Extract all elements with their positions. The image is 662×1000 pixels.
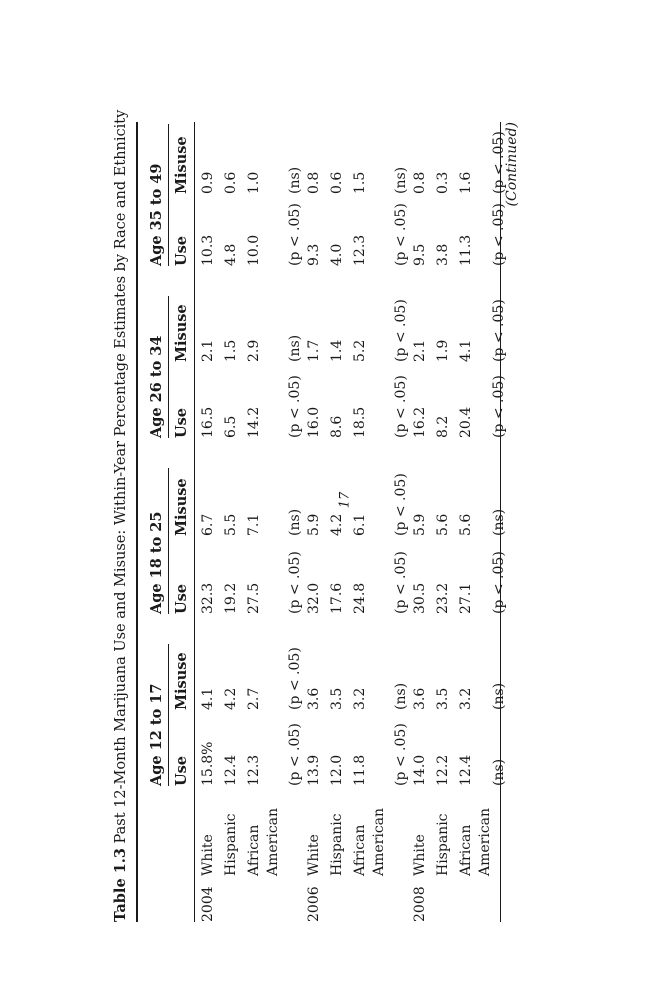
table-cell: (p < .05) (393, 723, 409, 786)
table-cell: 16.2 (412, 406, 428, 438)
table-cell: 1.0 (246, 171, 262, 194)
table-cell: 32.3 (200, 582, 216, 614)
table-cell: 1.9 (435, 339, 451, 362)
misuse-column-header: Misuse (173, 304, 190, 362)
table-cell: (p < .05) (491, 299, 507, 362)
table-cell: (ns) (393, 166, 409, 194)
age-group-underline (168, 124, 169, 266)
table-cell: (p < .05) (393, 203, 409, 266)
table-cell: 12.2 (435, 754, 451, 786)
table-cell: (ns) (491, 758, 507, 786)
table-cell: 8.2 (435, 415, 451, 438)
table-cell: (p < .05) (287, 723, 303, 786)
table-cell: 0.9 (200, 171, 216, 194)
table-cell: (ns) (491, 682, 507, 710)
race-label: White (412, 834, 428, 876)
table-cell: (ns) (287, 166, 303, 194)
table-cell: 11.8 (352, 754, 368, 786)
table-cell: 5.6 (458, 513, 474, 536)
table-cell: 3.6 (412, 687, 428, 710)
table-cell: (p < .05) (393, 375, 409, 438)
table-cell: 10.0 (246, 234, 262, 266)
table-cell: (ns) (287, 334, 303, 362)
table-cell: 4.8 (223, 243, 239, 266)
table-cell: 7.1 (246, 513, 262, 536)
table-cell: 1.7 (306, 339, 322, 362)
table-cell: (p < .05) (491, 203, 507, 266)
table-cell: 23.2 (435, 582, 451, 614)
table-cell: (ns) (393, 682, 409, 710)
table-cell: 3.5 (329, 687, 345, 710)
table-cell: 0.6 (223, 171, 239, 194)
table-cell: 1.4 (329, 339, 345, 362)
table-cell: (p < .05) (393, 551, 409, 614)
misuse-column-header: Misuse (173, 478, 190, 536)
table-cell: 16.0 (306, 406, 322, 438)
table-cell: 3.2 (458, 687, 474, 710)
table-cell: 5.5 (223, 513, 239, 536)
race-label: Hispanic (435, 813, 451, 876)
race-label: Hispanic (223, 813, 239, 876)
table-cell: 4.2 (223, 687, 239, 710)
table-cell: 12.4 (223, 754, 239, 786)
table-cell: 19.2 (223, 582, 239, 614)
table-cell: 6.1 (352, 513, 368, 536)
use-column-header: Use (173, 755, 190, 786)
table-cell: 16.5 (200, 406, 216, 438)
table-cell: 27.5 (246, 582, 262, 614)
table-cell: 3.6 (306, 687, 322, 710)
table-cell: 32.0 (306, 582, 322, 614)
table-cell: 12.3 (352, 234, 368, 266)
top-rule (136, 122, 138, 922)
year-label: 2006 (306, 886, 322, 922)
table-cell: 5.9 (412, 513, 428, 536)
age-group-header: Age 18 to 25 (148, 511, 165, 614)
table-cell: (p < .05) (287, 375, 303, 438)
age-group-underline (168, 296, 169, 438)
page-number: 17 (337, 491, 353, 509)
table-cell: 18.5 (352, 406, 368, 438)
table-cell: 0.6 (329, 171, 345, 194)
misuse-column-header: Misuse (173, 652, 190, 710)
table-cell: 12.0 (329, 754, 345, 786)
table-cell: 1.6 (458, 171, 474, 194)
table-cell: 4.0 (329, 243, 345, 266)
age-group-header: Age 35 to 49 (148, 163, 165, 266)
table-label: Table 1.3 (112, 848, 129, 922)
table-cell: 2.1 (412, 339, 428, 362)
table-cell: 27.1 (458, 582, 474, 614)
table-cell: (p < .05) (287, 647, 303, 710)
use-column-header: Use (173, 235, 190, 266)
table-cell: 6.5 (223, 415, 239, 438)
table-cell: 5.6 (435, 513, 451, 536)
table-cell: 14.2 (246, 406, 262, 438)
table-cell: 0.8 (412, 171, 428, 194)
table-cell: 5.2 (352, 339, 368, 362)
header-rule (194, 122, 195, 922)
table-cell: 15.8% (200, 741, 216, 786)
table-cell: 0.8 (306, 171, 322, 194)
table-cell: 11.3 (458, 234, 474, 266)
table-cell: (p < .05) (393, 473, 409, 536)
table-cell: 24.8 (352, 582, 368, 614)
race-label-continued: American (477, 807, 493, 876)
age-group-header: Age 12 to 17 (148, 683, 165, 786)
table-cell: (ns) (287, 508, 303, 536)
race-label: African (246, 824, 262, 876)
table-cell: (p < .05) (491, 131, 507, 194)
table-cell: (ns) (491, 508, 507, 536)
table-cell: 1.5 (352, 171, 368, 194)
table-cell: 0.3 (435, 171, 451, 194)
table-cell: (p < .05) (393, 299, 409, 362)
table-cell: 13.9 (306, 754, 322, 786)
table-cell: (p < .05) (491, 375, 507, 438)
race-label-continued: American (265, 807, 281, 876)
table-frame (100, 82, 520, 922)
table-cell: (p < .05) (491, 551, 507, 614)
rotated-page (100, 82, 520, 922)
age-group-underline (168, 468, 169, 614)
table-cell: 20.4 (458, 406, 474, 438)
table-cell: 9.5 (412, 243, 428, 266)
table-cell: 2.9 (246, 339, 262, 362)
table-cell: 2.7 (246, 687, 262, 710)
table-cell: 6.7 (200, 513, 216, 536)
table-cell: 9.3 (306, 243, 322, 266)
table-cell: (p < .05) (287, 203, 303, 266)
misuse-column-header: Misuse (173, 136, 190, 194)
table-cell: 4.1 (458, 339, 474, 362)
table-cell: 3.2 (352, 687, 368, 710)
table-cell: 8.6 (329, 415, 345, 438)
race-label: Hispanic (329, 813, 345, 876)
table-cell: 3.8 (435, 243, 451, 266)
table-cell: 4.2 (329, 513, 345, 536)
table-cell: 30.5 (412, 582, 428, 614)
continued-note: (Continued) (504, 122, 520, 207)
table-cell: 3.5 (435, 687, 451, 710)
race-label: White (306, 834, 322, 876)
table-cell: 14.0 (412, 754, 428, 786)
age-group-header: Age 26 to 34 (148, 335, 165, 438)
table-cell: 4.1 (200, 687, 216, 710)
year-label: 2004 (200, 886, 216, 922)
table-cell: (p < .05) (287, 551, 303, 614)
table-cell: 1.5 (223, 339, 239, 362)
race-label: White (200, 834, 216, 876)
year-label: 2008 (412, 886, 428, 922)
race-label-continued: American (371, 807, 387, 876)
table-caption (112, 110, 129, 922)
table-cell: 17.6 (329, 582, 345, 614)
table-title: Past 12-Month Marijuana Use and Misuse: Within-Year Percentage Estimates by Race and Ethnicity (113, 109, 129, 844)
table-cell: 10.3 (200, 234, 216, 266)
table-cell: 2.1 (200, 339, 216, 362)
use-column-header: Use (173, 583, 190, 614)
race-label: African (352, 824, 368, 876)
table-cell: 5.9 (306, 513, 322, 536)
table-cell: 12.4 (458, 754, 474, 786)
table-cell: 12.3 (246, 754, 262, 786)
age-group-underline (168, 644, 169, 786)
race-label: African (458, 824, 474, 876)
use-column-header: Use (173, 407, 190, 438)
